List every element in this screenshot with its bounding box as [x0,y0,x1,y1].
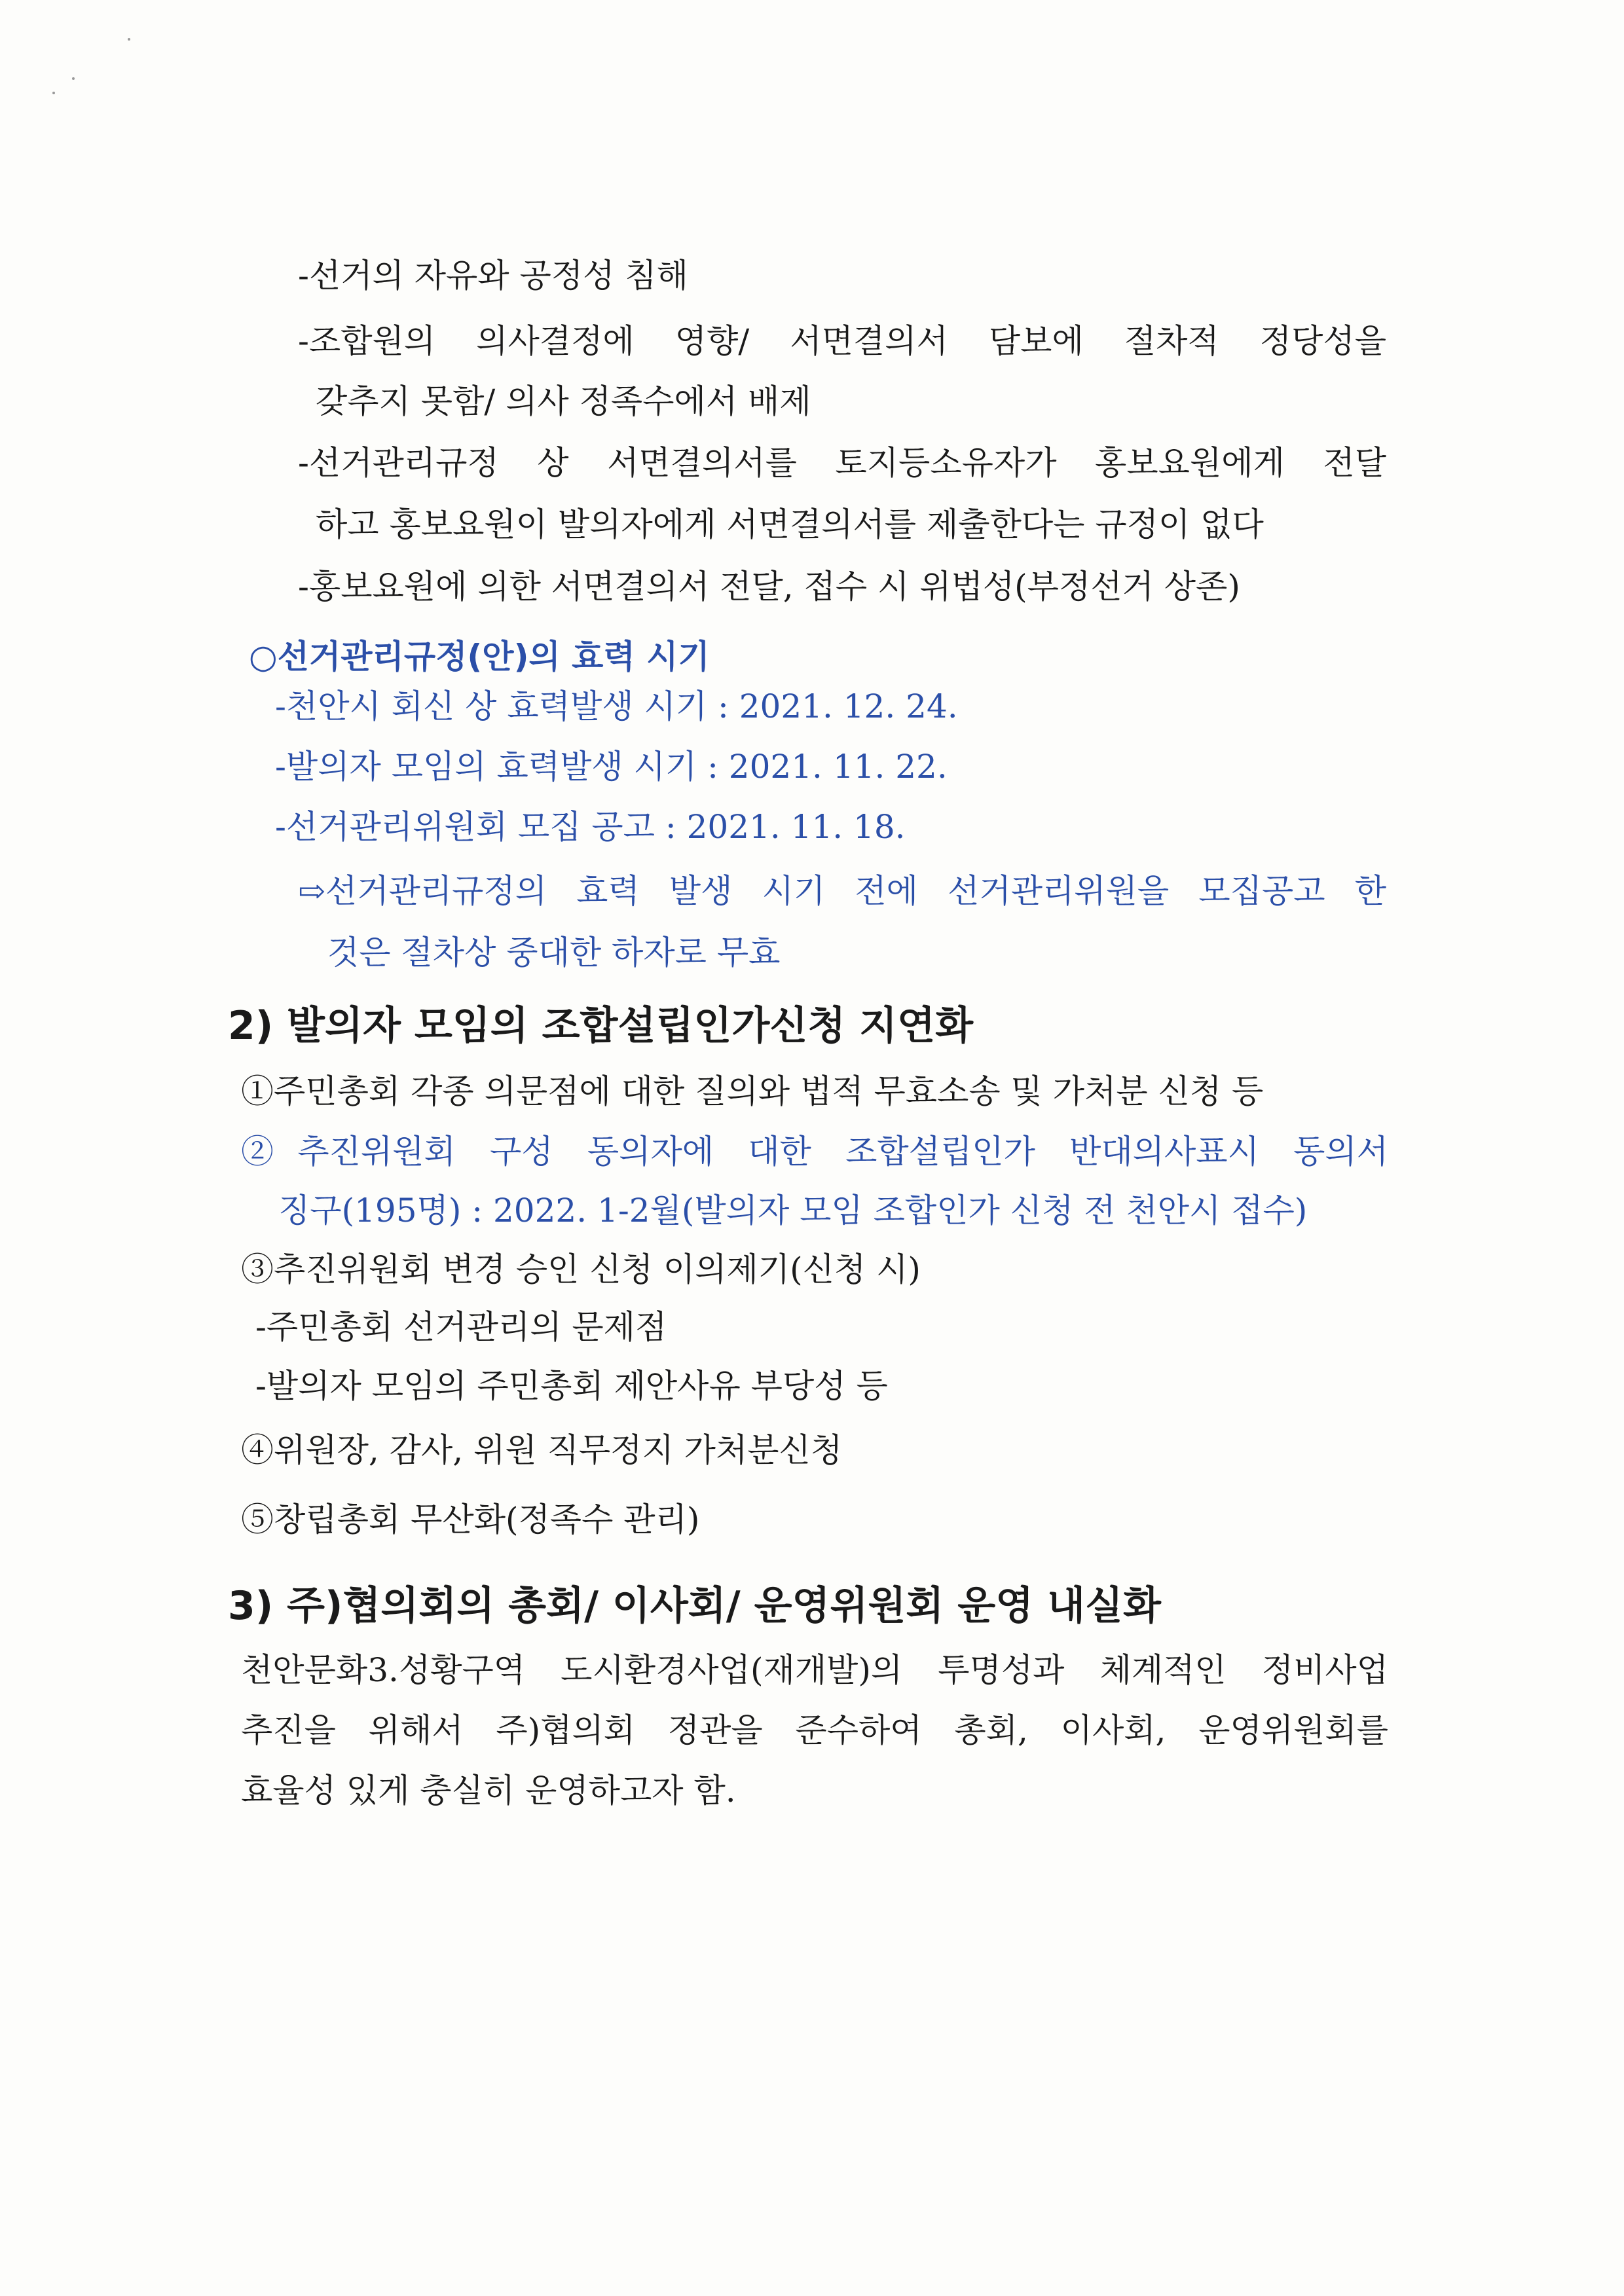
numbered-item: ②추진위원회 구성 동의자에 대한 조합설립인가 반대의사표시 동의서 [241,1133,1388,1171]
effect-item: -발의자 모임의 효력발생 시기 : 2021. 11. 22. [275,748,948,786]
paragraph-line: 효율성 있게 충실히 운영하고자 함. [241,1772,736,1810]
paragraph-line: 천안문화3.성황구역 도시환경사업(재개발)의 투명성과 체계적인 정비사업 [241,1651,1388,1689]
scan-speck [128,38,130,41]
effect-title: ○선거관리규정(안)의 효력 시기 [249,638,710,676]
numbered-item: ①주민총회 각종 의문점에 대한 질의와 법적 무효소송 및 가처분 신청 등 [241,1072,1264,1110]
effect-conclusion: ⇨선거관리규정의 효력 발생 시기 전에 선거관리위원을 모집공고 한 [298,872,1386,910]
section-heading: 2) 발의자 모임의 조합설립인가신청 지연화 [228,1003,974,1049]
paragraph-line: 추진을 위해서 주)협의회 정관을 준수하여 총회, 이사회, 운영위원회를 [241,1711,1388,1749]
bullet-line: -홍보요원에 의한 서면결의서 전달, 접수 시 위법성(부정선거 상존) [298,568,1240,606]
numbered-item-continued: 징구(195명) : 2022. 1-2월(발의자 모임 조합인가 신청 전 천안시 접수) [278,1192,1308,1230]
numbered-item: ④위원장, 감사, 위원 직무정지 가처분신청 [241,1431,843,1469]
effect-conclusion-continued: 것은 절차상 중대한 하자로 무효 [327,934,781,972]
bullet-line: -조합원의 의사결정에 영향/ 서면결의서 담보에 절차적 정당성을 [298,322,1386,360]
scan-speck [72,77,75,80]
bullet-line-continued: 갖추지 못함/ 의사 정족수에서 배제 [316,382,811,420]
effect-item: -선거관리위원회 모집 공고 : 2021. 11. 18. [275,808,906,846]
numbered-item: ③추진위원회 변경 승인 신청 이의제기(신청 시) [241,1250,921,1288]
sub-item: -발의자 모임의 주민총회 제안사유 부당성 등 [255,1367,888,1405]
scan-speck [52,92,55,94]
sub-item: -주민총회 선거관리의 문제점 [255,1308,667,1346]
numbered-item: ⑤창립총회 무산화(정족수 관리) [241,1501,700,1539]
bullet-line-continued: 하고 홍보요원이 발의자에게 서면결의서를 제출한다는 규정이 없다 [316,505,1264,543]
bullet-line: -선거의 자유와 공정성 침해 [298,257,688,295]
effect-item: -천안시 회신 상 효력발생 시기 : 2021. 12. 24. [275,687,958,725]
bullet-line: -선거관리규정 상 서면결의서를 토지등소유자가 홍보요원에게 전달 [298,444,1386,482]
section-heading: 3) 주)협의회의 총회/ 이사회/ 운영위원회 운영 내실화 [228,1583,1161,1629]
